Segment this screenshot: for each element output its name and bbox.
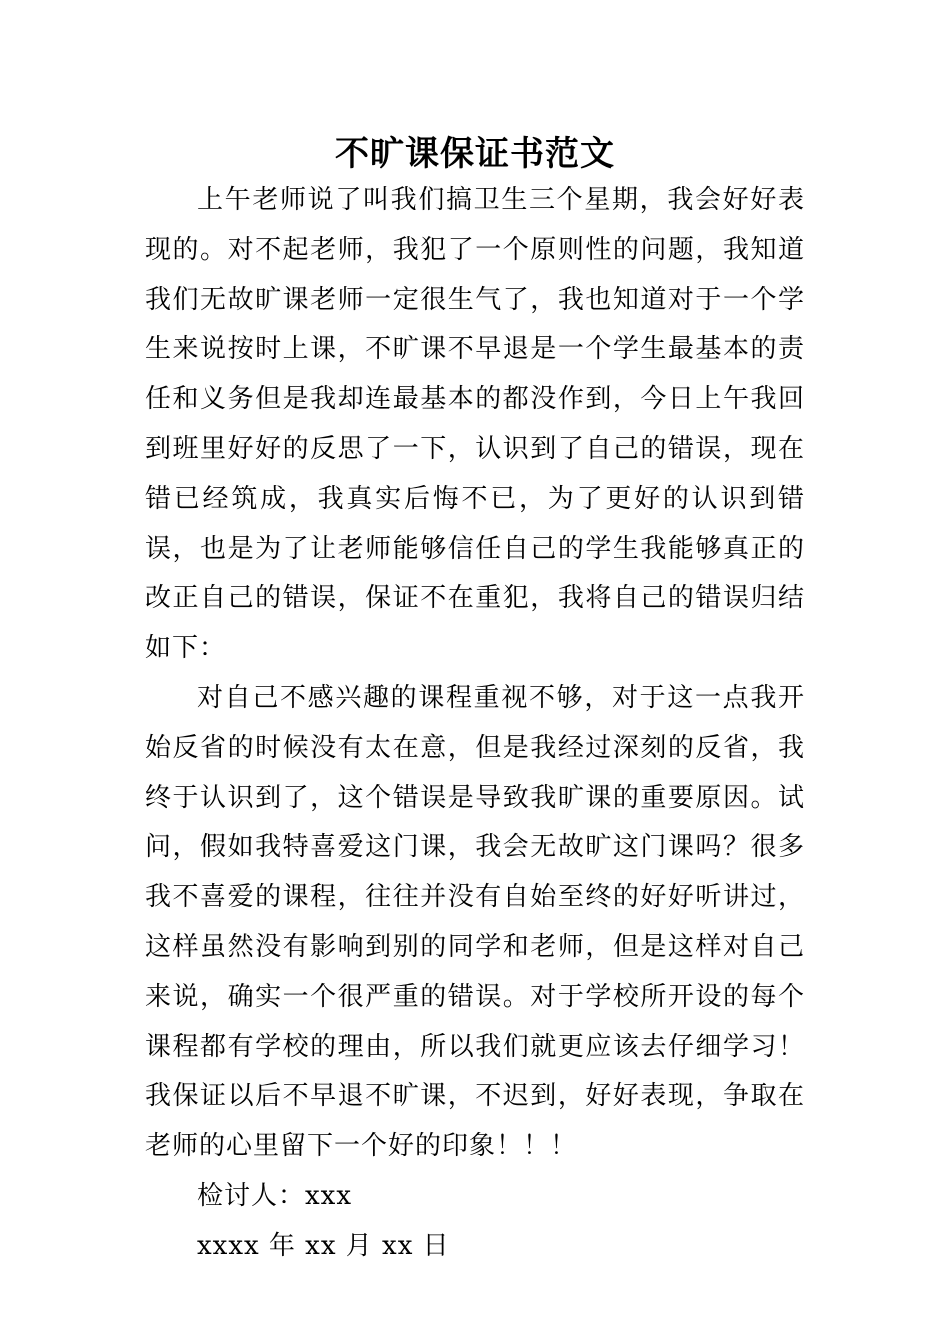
page-title: 不旷课保证书范文 [335,134,615,174]
signer-line: 检讨人：xxx [197,1180,352,1211]
date-line: xxxx 年 xx 月 xx 日 [197,1230,450,1261]
paragraph-1: 上午老师说了叫我们搞卫生三个星期，我会好好表现的。对不起老师，我犯了一个原则性的问题，我知道我们无故旷课老师一定很生气了，我也知道对于一个学生来说按时上课，不旷课不早退是一个学生最基本的责任和义务但是我却连最基本的都没作到，今日上午我回到班里好好的反思了一下，认识到了自己的错误，现在错已经筑成，我真实后悔不已，为了更好的认识到错误，也是为了让老师能够信任自己的学生我能够真正的改正自己的错误，保证不在重犯，我将自己的错误归结如下： [145,185,805,664]
document-body [145,176,805,1272]
paragraph-2: 对自己不感兴趣的课程重视不够，对于这一点我开始反省的时候没有太在意，但是我经过深刻的反省，我终于认识到了，这个错误是导致我旷课的重要原因。试问，假如我特喜爱这门课，我会无故旷这门课吗？很多我不喜爱的课程，往往并没有自始至终的好好听讲过，这样虽然没有影响到别的同学和老师，但是这样对自己来说，确实一个很严重的错误。对于学校所开设的每个课程都有学校的理由，所以我们就更应该去仔细学习！我保证以后不早退不旷课，不迟到，好好表现，争取在老师的心里留下一个好的印象！！！ [145,682,805,1162]
